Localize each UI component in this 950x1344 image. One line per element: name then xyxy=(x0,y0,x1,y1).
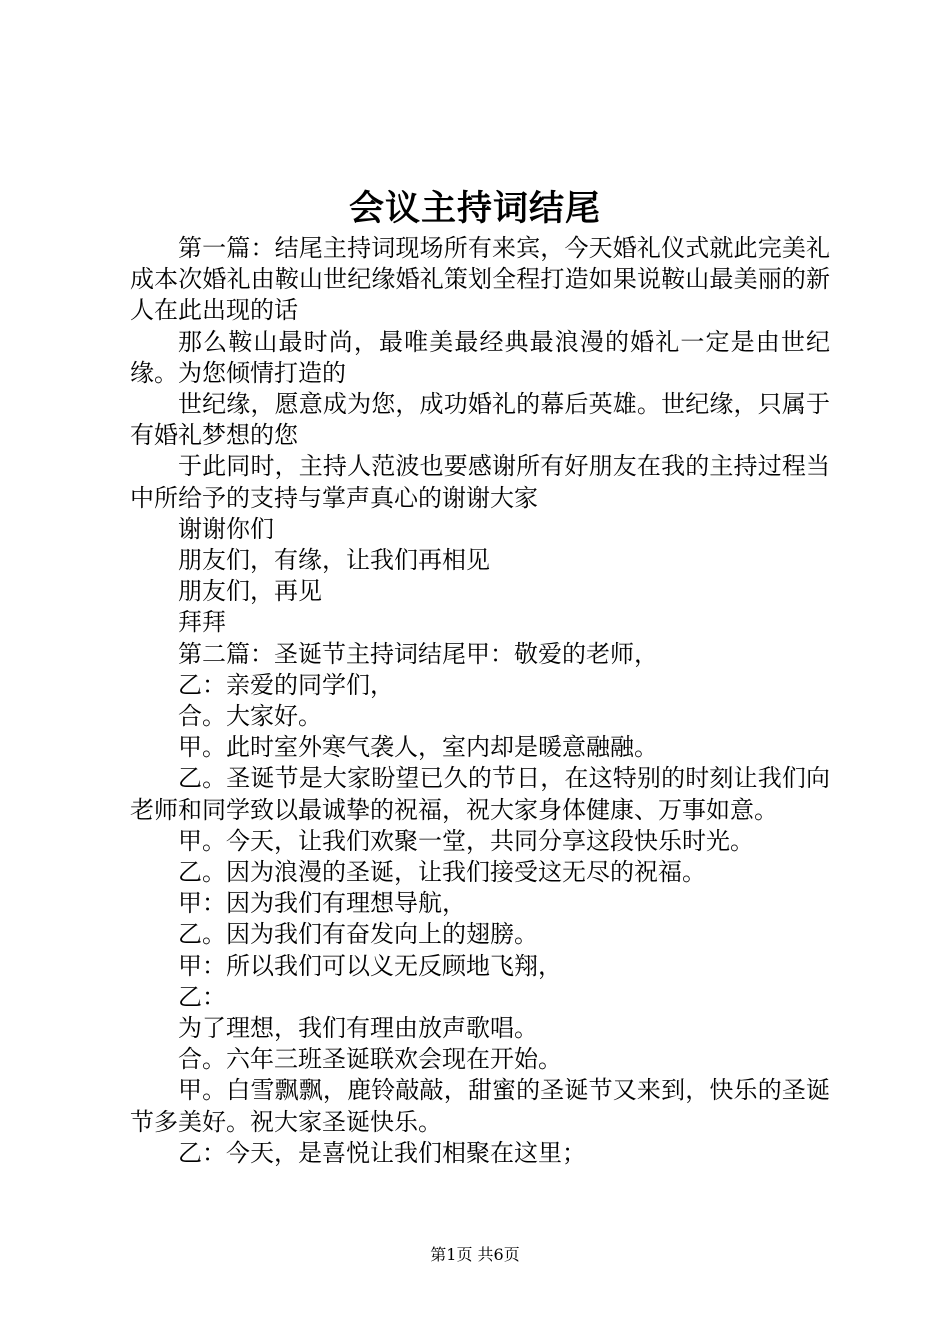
paragraph: 乙：今天，是喜悦让我们相聚在这里； xyxy=(178,1138,586,1167)
paragraph: 那么鞍山最时尚，最唯美最经典最浪漫的婚礼一定是由世纪缘。为您倾情打造的 xyxy=(130,327,830,387)
paragraph: 乙：亲爱的同学们， xyxy=(178,670,394,699)
paragraph: 朋友们，有缘，让我们再相见 xyxy=(178,546,490,575)
paragraph: 为了理想，我们有理由放声歌唱。 xyxy=(178,1014,538,1043)
document-title: 会议主持词结尾 xyxy=(348,188,601,229)
paragraph: 朋友们，再见 xyxy=(178,577,322,606)
paragraph: 第二篇：圣诞节主持词结尾甲：敬爱的老师， xyxy=(178,639,658,668)
paragraph: 合。大家好。 xyxy=(178,702,322,731)
paragraph: 甲。白雪飘飘，鹿铃敲敲，甜蜜的圣诞节又来到，快乐的圣诞节多美好。祝大家圣诞快乐。 xyxy=(130,1076,830,1136)
page-footer: 第1页 共6页 xyxy=(430,1245,520,1264)
paragraph: 甲。此时室外寒气袭人，室内却是暖意融融。 xyxy=(178,733,658,762)
paragraph: 乙： xyxy=(178,982,226,1011)
paragraph: 乙。因为我们有奋发向上的翅膀。 xyxy=(178,920,538,949)
paragraph: 甲。今天，让我们欢聚一堂，共同分享这段快乐时光。 xyxy=(178,826,754,855)
paragraph: 世纪缘，愿意成为您，成功婚礼的幕后英雄。世纪缘，只属于有婚礼梦想的您 xyxy=(130,390,830,450)
paragraph: 乙。圣诞节是大家盼望已久的节日，在这特别的时刻让我们向老师和同学致以最诚挚的祝福，祝大家身体健康、万事如意。 xyxy=(130,764,830,824)
paragraph: 谢谢你们 xyxy=(178,514,274,543)
paragraph: 合。六年三班圣诞联欢会现在开始。 xyxy=(178,1045,562,1074)
paragraph: 于此同时，主持人范波也要感谢所有好朋友在我的主持过程当中所给予的支持与掌声真心的谢谢大家 xyxy=(130,452,830,512)
paragraph: 甲：所以我们可以义无反顾地飞翔， xyxy=(178,951,562,980)
document-body xyxy=(130,233,830,1169)
paragraph: 第一篇：结尾主持词现场所有来宾，今天婚礼仪式就此完美礼成本次婚礼由鞍山世纪缘婚礼策划全程打造如果说鞍山最美丽的新人在此出现的话 xyxy=(130,234,830,325)
paragraph: 乙。因为浪漫的圣诞，让我们接受这无尽的祝福。 xyxy=(178,858,706,887)
paragraph: 拜拜 xyxy=(178,608,226,637)
paragraph: 甲：因为我们有理想导航， xyxy=(178,889,466,918)
